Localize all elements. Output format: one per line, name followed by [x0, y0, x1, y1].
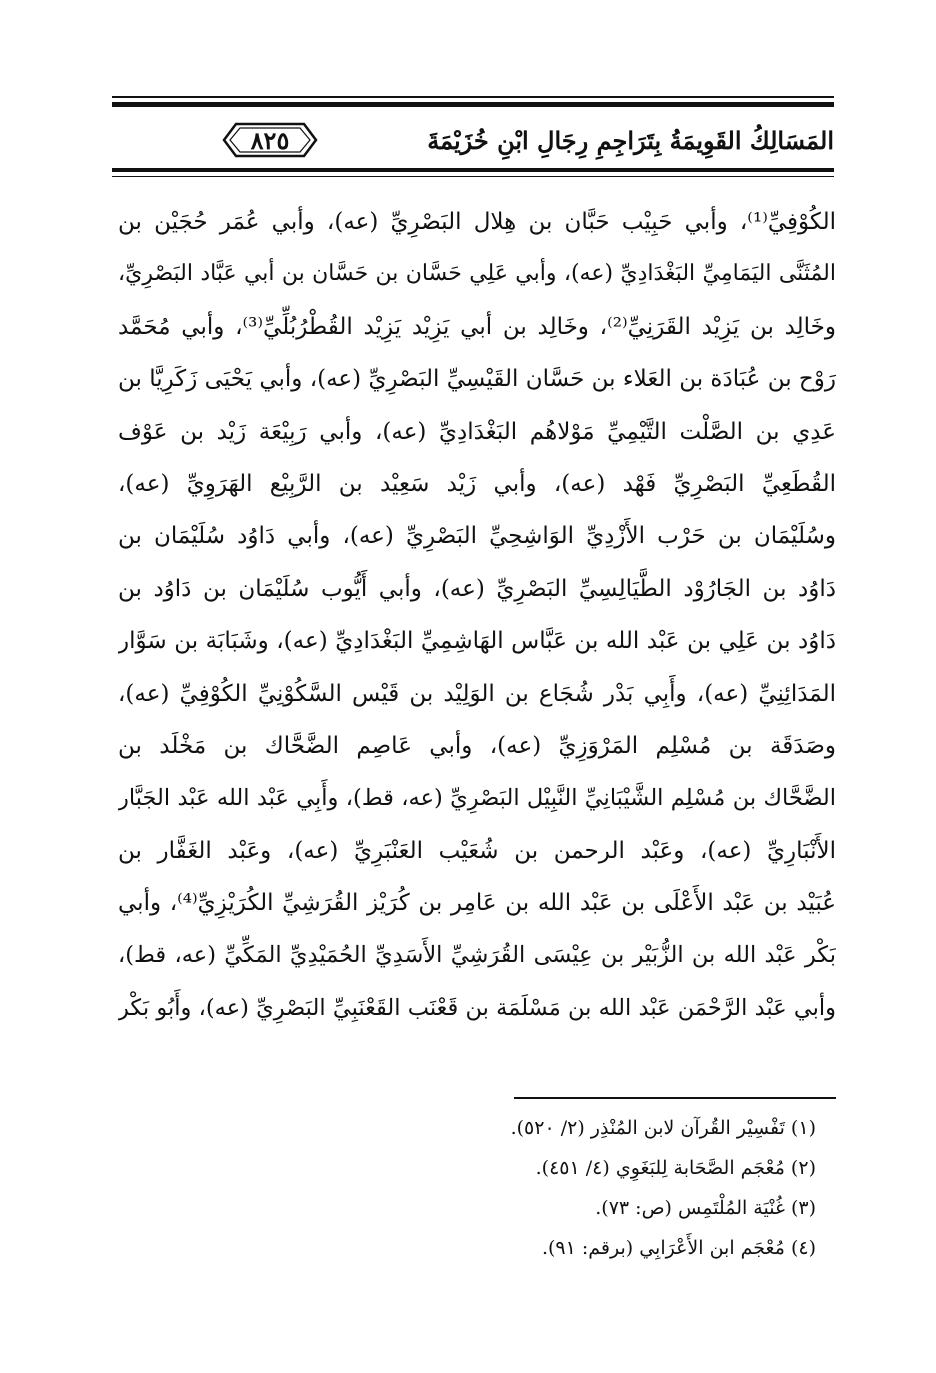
text-line: وأبي عَبْد الرَّحْمَن عَبْد الله بن مَسْلَمَة بن قَعْنَب القَعْنَبِيِّ البَصْرِيِّ (عه)، وأَبُو بَكْر: [118, 994, 836, 1021]
text-line: دَاوُد بن الجَارُوْد الطَّيَالِسِيِّ البَصْرِيِّ (عه)، وأبي أَيُّوب سُلَيْمَان بن دَاوُد بن: [118, 575, 836, 602]
header-rule-thick: [112, 102, 834, 107]
text-line: المَدَائِنِيِّ (عه)، وأَبِي بَدْر شُجَاع بن الوَلِيْد بن قَيْس السَّكُوْنِيِّ الكُوْفِيِّ (عه)،: [118, 680, 836, 707]
header-rule-thin: [112, 96, 834, 98]
text-line: المُثَنَّى اليَمَامِيِّ البَغْدَادِيِّ (عه)، وأبي عَلِي حَسَّان بن حَسَّان بن أبي عَبَّاد البَصْرِيِّ،: [118, 261, 836, 287]
header-rule-bottom-thin: [112, 176, 834, 177]
page-header: [112, 96, 834, 180]
footnote-separator: [514, 1097, 836, 1099]
footnote: (٢) مُعْجَم الصَّحَابة لِلبَغَوِي (٤/ ٤٥١).: [535, 1157, 816, 1179]
text-line: بَكْر عَبْد الله بن الزُّبَيْر بن عِيْسَى القُرَشِيِّ الأَسَدِيِّ الحُمَيْدِيِّ المَكِّيِّ (عه، قط)،: [118, 942, 836, 969]
text-line: وسُلَيْمَان بن حَرْب الأَزْدِيِّ الوَاشِحِيِّ البَصْرِيِّ (عه)، وأبي دَاوُد سُلَيْمَان بن: [118, 523, 836, 550]
text-line: عُبَيْد بن عَبْد الأَعْلَى بن عَبْد الله بن عَامِر بن كُرَيْز القُرَشِيِّ الكُرَيْزِيِّ⁽⁴⁾، وأبي: [118, 890, 836, 917]
text-line: الأَنْبَارِيِّ (عه)، وعَبْد الرحمن بن شُعَيْب العَنْبَرِيِّ (عه)، وعَبْد الغَفَّار بن: [118, 837, 836, 864]
running-title: المَسَالِكُ القَوِيمَةُ بِتَرَاجِمِ رِجَالِ ابْنِ خُزَيْمَةَ: [427, 126, 834, 155]
text-line: القُطَعِيِّ البَصْرِيِّ فَهْد (عه)، وأبي زَيْد سَعِيْد بن الرَّبِيْع الهَرَوِيِّ (عه)،: [118, 470, 836, 497]
text-line: دَاوُد بن عَلِي بن عَبْد الله بن عَبَّاس الهَاشِمِيِّ البَغْدَادِيِّ (عه)، وشَبَابَة بن سَوَّار: [118, 628, 836, 655]
text-line: الضَّحَّاك بن مُسْلِم الشَّيْبَانِيِّ النَّبِيْل البَصْرِيِّ (عه، قط)، وأَبِي عَبْد الله عَبْد الجَبَّار: [118, 785, 836, 812]
footnote: (١) تَفْسِيْر القُرآن لابن المُنْذِر (٢/ ٥٢٠).: [510, 1117, 816, 1139]
footnotes: [316, 1108, 816, 1268]
page-number-badge: [222, 118, 318, 162]
text-line: عَدِي بن الصَّلْت التَّيْمِيِّ مَوْلاهُم البَغْدَادِيِّ (عه)، وأبي رَبِيْعَة زَيْد بن عَوْف: [118, 418, 836, 445]
footnote: (٤) مُعْجَم ابن الأَعْرَابِي (برقم: ٩١).: [541, 1237, 816, 1259]
main-text: [118, 196, 836, 1034]
footnote: (٣) غُنْيَة المُلْتَمِس (ص: ٧٣).: [595, 1197, 816, 1219]
text-line: وخَالِد بن يَزِيْد القَرَنِيِّ⁽²⁾، وخَالِد بن أبي يَزِيْد يَزِيْد القُطْرُبُلِّيِّ⁽³⁾، وأبي مُحَمَّد: [118, 313, 836, 340]
text-line: رَوْح بن عُبَادَة بن العَلاء بن حَسَّان القَيْسِيِّ البَصْرِيِّ (عه)، وأبي يَحْيَى زَكَرِيَّا بن: [118, 366, 836, 393]
text-line: وصَدَقَة بن مُسْلِم المَرْوَزِيِّ (عه)، وأبي عَاصِم الضَّحَّاك بن مَخْلَد بن: [118, 732, 836, 759]
page-number: ٨٢٥: [250, 126, 290, 155]
header-rule-bottom: [112, 168, 834, 172]
text-line: الكُوْفِيِّ⁽¹⁾، وأبي حَبِيْب حَبَّان بن هِلال البَصْرِيِّ (عه)، وأبي عُمَر حُجَيْن بن: [118, 209, 836, 235]
